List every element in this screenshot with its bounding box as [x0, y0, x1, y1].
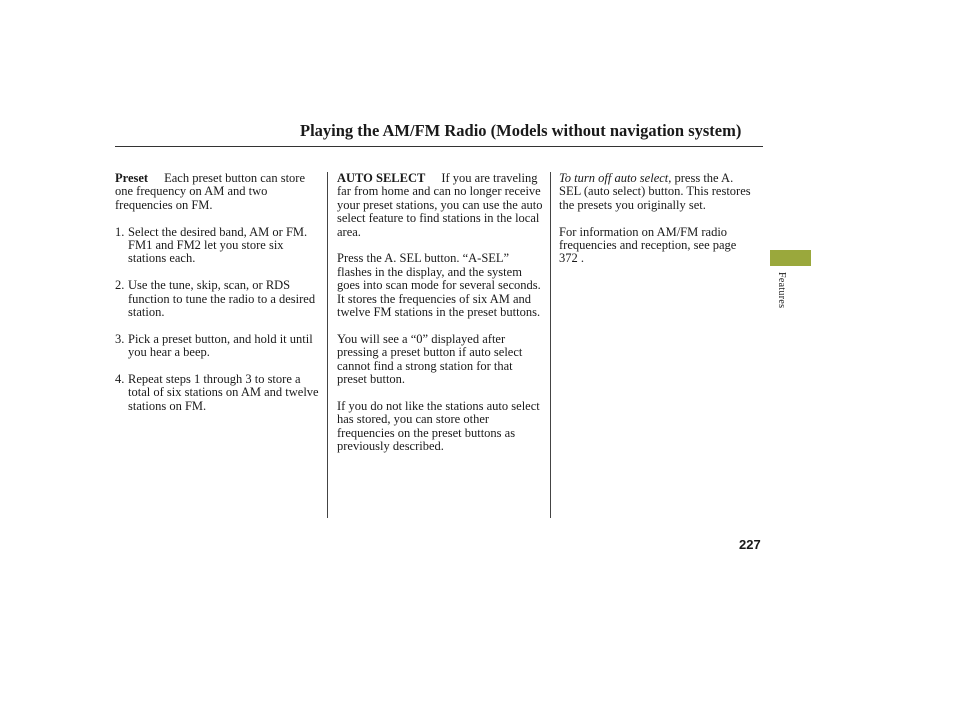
column-divider: [550, 172, 551, 518]
list-item: [115, 333, 323, 360]
list-item: [115, 279, 323, 319]
section-label: Features: [776, 272, 787, 309]
paragraph: You will see a “0” displayed after pressing a preset button if auto select cannot find a strong station for that preset button.: [337, 331, 523, 387]
page-number: 227: [739, 537, 761, 552]
list-item: [115, 373, 323, 413]
section-tab: [770, 250, 811, 266]
preset-intro-text: Each preset button can store one frequency on AM and two frequencies on FM.: [115, 171, 306, 212]
step-text: Use the tune, skip, scan, or RDS function to tune the radio to a desired station.: [128, 278, 316, 320]
reference-end: .: [580, 251, 584, 266]
page-title: Playing the AM/FM Radio (Models without navigation system): [300, 121, 742, 140]
step-number: 1.: [115, 224, 125, 239]
turn-off-paragraph: [559, 172, 757, 212]
reference-paragraph: [559, 226, 757, 266]
reference-text: For information on AM/FM radio frequencies and reception, see page: [559, 224, 737, 253]
turn-off-lead: To turn off auto select,: [559, 171, 672, 185]
paragraph: If you do not like the stations auto select has stored, you can store other frequencies on the preset buttons as previously described.: [337, 398, 540, 454]
paragraph: Press the A. SEL button. “A-SEL” flashes in the display, and the system goes into scan mode for several seconds. It stores the frequencies of six AM and twelve FM stations in the preset buttons.: [337, 251, 541, 320]
step-text: Repeat steps 1 through 3 to store a total of six stations on AM and twelve stations on FM.: [128, 372, 319, 413]
preset-intro: [115, 172, 323, 212]
column-divider: [327, 172, 328, 518]
step-number: 2.: [115, 278, 125, 293]
auto-select-heading: AUTO SELECT: [337, 171, 426, 185]
auto-select-intro-text: If you are traveling far from home and can no longer receive your preset stations, you can use the auto select feature to find stations in the local area.: [337, 171, 543, 239]
column-turn-off: [559, 172, 757, 279]
preset-heading: Preset: [115, 171, 149, 185]
title-rule: [115, 146, 763, 147]
column-preset: [115, 172, 323, 427]
step-number: 4.: [115, 372, 125, 387]
step-text: Select the desired band, AM or FM. FM1 and FM2 let you store six stations each.: [128, 224, 308, 266]
step-text: Pick a preset button, and hold it until you hear a beep.: [128, 331, 313, 360]
list-item: [115, 226, 323, 266]
column-auto-select: [337, 172, 544, 467]
step-number: 3.: [115, 331, 125, 346]
page-reference-link[interactable]: 372: [559, 251, 578, 266]
auto-select-intro: [337, 172, 544, 239]
turn-off-text: press the A. SEL (auto select) button. This restores the presets you originally set.: [559, 171, 751, 212]
